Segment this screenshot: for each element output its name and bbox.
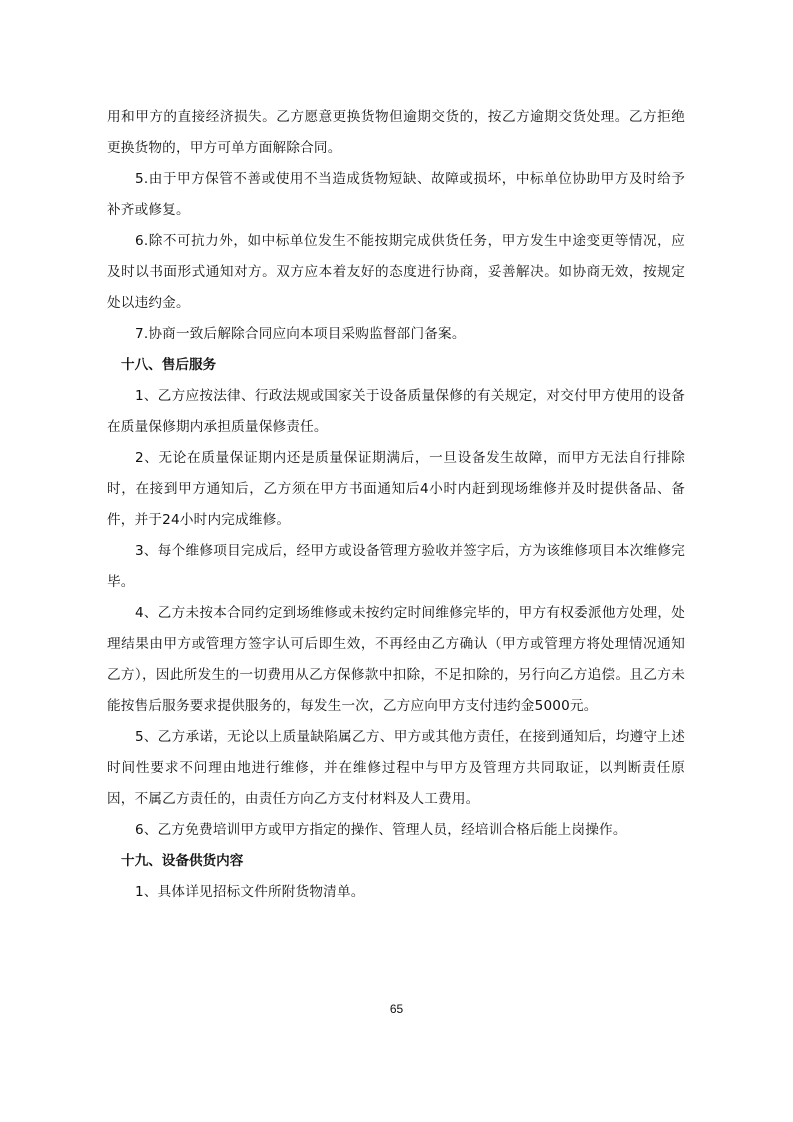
after-sales-item-5: 5、乙方承诺，无论以上质量缺陷属乙方、甲方或其他方责任，在接到通知后，均遵守上述时间性要求不问理由地进行维修，并在维修过程中与甲方及管理方共同取证，以判断责任原因，不属乙方责任的，由责任方向乙方支付材料及人工费用。 [107,729,685,807]
paragraph-clause-5: 5.由于甲方保管不善或使用不当造成货物短缺、故障或损坏，中标单位协助甲方及时给予补齐或修复。 [107,171,685,218]
paragraph-clause-6: 6.除不可抗力外，如中标单位发生不能按期完成供货任务，甲方发生中途变更等情况，应及时以书面形式通知对方。双方应本着友好的态度进行协商，妥善解决。如协商无效，按规定处以违约金。 [107,233,685,311]
section-heading-supply-content: 十九、设备供货内容 [121,853,244,869]
after-sales-item-4: 4、乙方未按本合同约定到场维修或未按约定时间维修完毕的，甲方有权委派他方处理，处理结果由甲方或管理方签字认可后即生效，不再经由乙方确认（甲方或管理方将处理情况通知乙方），因此所发生的一切费用从乙方保修款中扣除，不足扣除的，另行向乙方追偿。且乙方未能按售后服务要求提供服务的，每发生一次，乙方应向甲方支付违约金5000元。 [107,605,685,714]
section-heading-after-sales: 十八、售后服务 [121,357,217,373]
paragraph-continuation: 用和甲方的直接经济损失。乙方愿意更换货物但逾期交货的，按乙方逾期交货处理。乙方拒绝更换货物的，甲方可单方面解除合同。 [107,109,685,156]
after-sales-item-1: 1、乙方应按法律、行政法规或国家关于设备质量保修的有关规定，对交付甲方使用的设备在质量保修期内承担质量保修责任。 [107,388,685,435]
after-sales-item-2: 2、无论在质量保证期内还是质量保证期满后，一旦设备发生故障，而甲方无法自行排除时，在接到甲方通知后，乙方须在甲方书面通知后4小时内赶到现场维修并及时提供备品、备件，并于24小时内完成维修。 [107,450,685,528]
after-sales-item-6: 6、乙方免费培训甲方或甲方指定的操作、管理人员，经培训合格后能上岗操作。 [135,822,627,838]
paragraph-clause-7: 7.协商一致后解除合同应向本项目采购监督部门备案。 [135,326,466,342]
supply-content-item-1: 1、具体详见招标文件所附货物清单。 [135,884,365,900]
document-body [107,102,685,908]
after-sales-item-3: 3、每个维修项目完成后，经甲方或设备管理方验收并签字后，方为该维修项目本次维修完毕。 [107,543,685,590]
page-number: 65 [389,1002,404,1016]
